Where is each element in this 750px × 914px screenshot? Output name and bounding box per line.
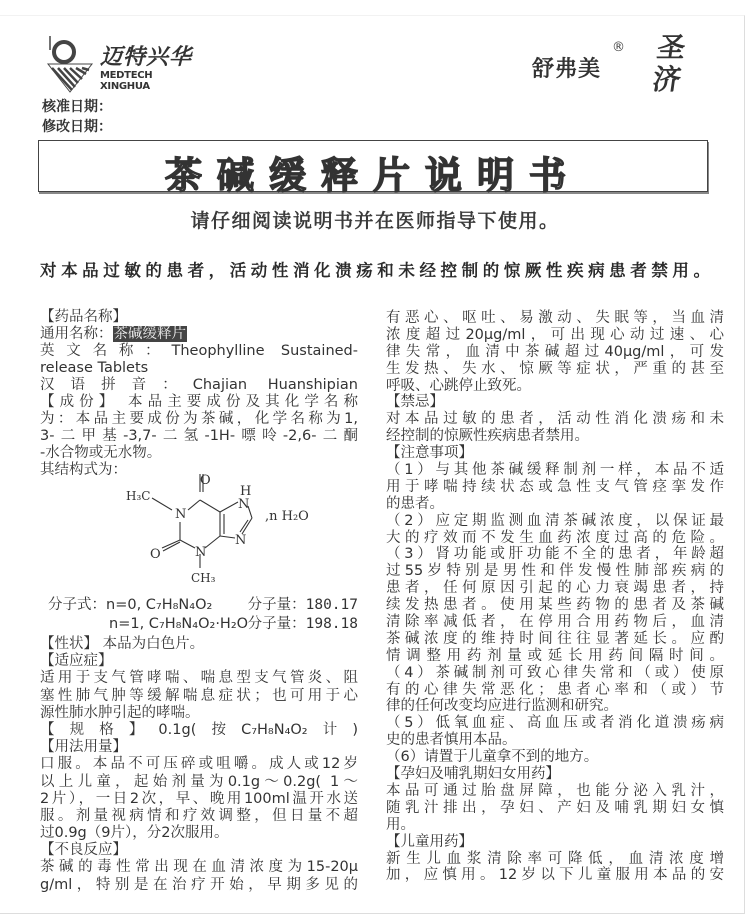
section-heading: 【禁忌】 [386, 394, 444, 411]
text-line: 有恶心、呕吐、易激动、失眠等，当血清 [386, 310, 724, 326]
subtitle: 请仔细阅读说明书并在医师指导下使用。 [190, 210, 560, 232]
revision-date-label: 修改日期： [42, 119, 112, 135]
section-heading: 【不良反应】 [40, 842, 127, 859]
brand-name: 舒弗美 [532, 57, 602, 82]
text-line: 经控制的惊厥性疾病患者禁用。 [386, 428, 589, 445]
text-line: （2）应定期监测血清茶碱浓度，以保证最 [386, 512, 724, 529]
text-line: 用。 [386, 816, 415, 833]
left-top-lines [40, 343, 358, 479]
section-heading: 【注意事项】 [386, 445, 473, 462]
right-column [386, 310, 724, 884]
text-line: 新生儿血浆清除率可降低，血清浓度增 [386, 850, 724, 867]
text-line: （5）低氧血症、高血压或者消化道溃疡病 [386, 715, 724, 732]
logo-emblem-icon [42, 32, 98, 94]
text-line: 律失常，血清中茶碱超过40μg/ml，可发 [386, 343, 724, 360]
text-line: 清除率减低者，在停用合用药物后，血清 [386, 614, 724, 631]
generic-name-label: 通用名称： [40, 326, 113, 342]
title-box [38, 140, 708, 197]
registered-mark: ® [612, 40, 625, 55]
section-heading: 【规格】0.1g(按C₇H₈N₄O₂计) [40, 721, 358, 738]
text-line: 续发热患者。使用某些药物的患者及茶碱 [386, 597, 724, 614]
section-heading: 【儿童用药】 [386, 833, 473, 850]
text-line: 汉语拼音：Chajian Huanshipian [40, 377, 358, 393]
text-line: 塞性肺气肿等缓解喘息症状；也可用于心 [40, 687, 358, 704]
atom-ch3: CH₃ [191, 571, 216, 585]
text-line: 律的任何改变均应进行监测和研究。 [386, 698, 618, 715]
logo-english-text: MEDTECH XINGHUA [100, 70, 153, 92]
molecular-formula: 分子式：n=0, C₇H₈N₄O₂ [48, 597, 213, 613]
text-line: 大的疗效而不发生血药浓度过高的危险。 [386, 529, 724, 546]
text-line: 以上儿童，起始剂量为0.1g～0.2g( 1～ [40, 773, 358, 790]
text-line: release Tablets [40, 360, 149, 376]
text-line: 2片），一日2次，早、晚用100ml温开水送 [40, 790, 358, 807]
atom-h3c: H₃C [126, 489, 151, 503]
section-heading: 【药品名称】 [40, 309, 127, 325]
text-line: 加，应慎用。12岁以下儿童服用本品的安 [386, 867, 724, 884]
text-line: 情调整用药剂量或延长用药间隔时间。 [386, 647, 724, 664]
atom-h: H [240, 484, 252, 499]
text-line: （6）请置于儿童拿不到的地方。 [386, 749, 599, 766]
left-bottom-lines [40, 636, 358, 894]
text-line: 对本品过敏的患者，活动性消化溃疡和未 [386, 411, 724, 428]
formula-line [48, 597, 358, 616]
text-line: 的患者。 [386, 495, 444, 512]
text-line: 英文名称：Theophylline Sustained- [40, 343, 358, 359]
text-line: 史的患者慎用本品。 [386, 732, 517, 749]
text-line: 呼吸、心跳停止致死。 [386, 377, 531, 394]
molecular-weight: 分子量：198.18 [247, 616, 358, 632]
text-line: 随乳汁排出，孕妇、产妇及哺乳期妇女慎 [386, 799, 724, 816]
text-line: 浓度超过20μg/ml，可出现心动过速、心 [386, 326, 724, 343]
hydrate-label: ,n H₂O [265, 509, 309, 524]
structural-formula [100, 470, 330, 590]
text-line: 为：本品主要成份为茶碱，化学名称为1, [40, 411, 358, 427]
text-line: 茶碱的毒性常出现在血清浓度为15-20μ [40, 859, 358, 876]
logo-chinese-text: 迈特兴华 [100, 45, 193, 70]
text-line: 源性肺水肿引起的哮喘。 [40, 704, 200, 721]
atom-n7: N [238, 497, 250, 512]
calligraphy-logo: 圣济 [650, 31, 688, 96]
text-line: 用于哮喘持续状态或急性支气管痉挛发作 [386, 478, 724, 495]
atom-n3: N [195, 545, 207, 560]
text-line: （3）肾功能或肝功能不全的患者，年龄超 [386, 546, 724, 563]
molecular-formula: n=1, C₇H₈N₄O₂·H₂O [109, 616, 249, 632]
text-line: 其结构式为： [40, 462, 127, 478]
text-line: -水合物或无水物。 [40, 445, 162, 461]
text-line: 口服。本品不可压碎或咀嚼。成人或12岁 [40, 756, 358, 773]
molecular-formula-block [48, 597, 358, 635]
section-heading: 【适应症】 [40, 653, 113, 670]
text-line: （4）茶碱制剂可致心律失常和（或）使原 [386, 664, 724, 681]
text-line: 本品可通过胎盘屏障，也能分泌入乳汁， [386, 782, 724, 799]
text-line: 服。剂量视病情和疗效调整，但日量不超 [40, 807, 358, 824]
text-line: 3-二甲基-3,7-二氢-1H-嘌呤-2,6-二酮 [40, 428, 358, 444]
text-line: 有的心律失常恶化；患者心率和（或）节 [386, 681, 724, 698]
text-line: g/ml，特别是在治疗开始，早期多见的 [40, 876, 358, 893]
company-logo [42, 32, 192, 94]
section-heading: 【性状】 本品为白色片。 [40, 636, 205, 652]
section-heading: 【孕妇及哺乳期妇女用药】 [386, 766, 560, 783]
text-line: 适用于支气管哮喘、喘息型支气管炎、阻 [40, 670, 358, 687]
text-line: 过0.9g（9片），分2次服用。 [40, 825, 229, 842]
atom-n1: N [175, 507, 187, 522]
document-title: 茶碱缓释片说明书 [165, 154, 581, 197]
atom-n9: N [235, 533, 247, 548]
approval-date-label: 核准日期： [42, 99, 112, 115]
molecular-weight: 分子量：180.17 [247, 597, 358, 613]
left-column [40, 309, 358, 479]
text-line: 过55岁特别是男性和伴发慢性肺部疾病的 [386, 563, 724, 580]
generic-name-value: 茶碱缓释片 [113, 326, 186, 342]
section-heading: 【成份】 本品主要成份及其化学名称 [40, 394, 358, 410]
atom-o-top: O [200, 473, 211, 488]
text-line: 生发热、失水、惊厥等症状，严重的甚至 [386, 360, 724, 377]
atom-o-left: O [150, 547, 161, 562]
contraindication-warning: 对本品过敏的患者，活动性消化溃疡和未经控制的惊厥性疾病患者禁用。 [40, 261, 710, 280]
text-line: 患者，任何原因引起的心力衰竭患者，持 [386, 580, 724, 597]
generic-name-line [40, 326, 358, 343]
text-line: 茶碱浓度的维持时间往往显著延长。应酌 [386, 630, 724, 647]
formula-line [48, 616, 358, 635]
section-heading: 【用法用量】 [40, 739, 127, 756]
text-line: （1）与其他茶碱缓释制剂一样，本品不适 [386, 462, 724, 479]
